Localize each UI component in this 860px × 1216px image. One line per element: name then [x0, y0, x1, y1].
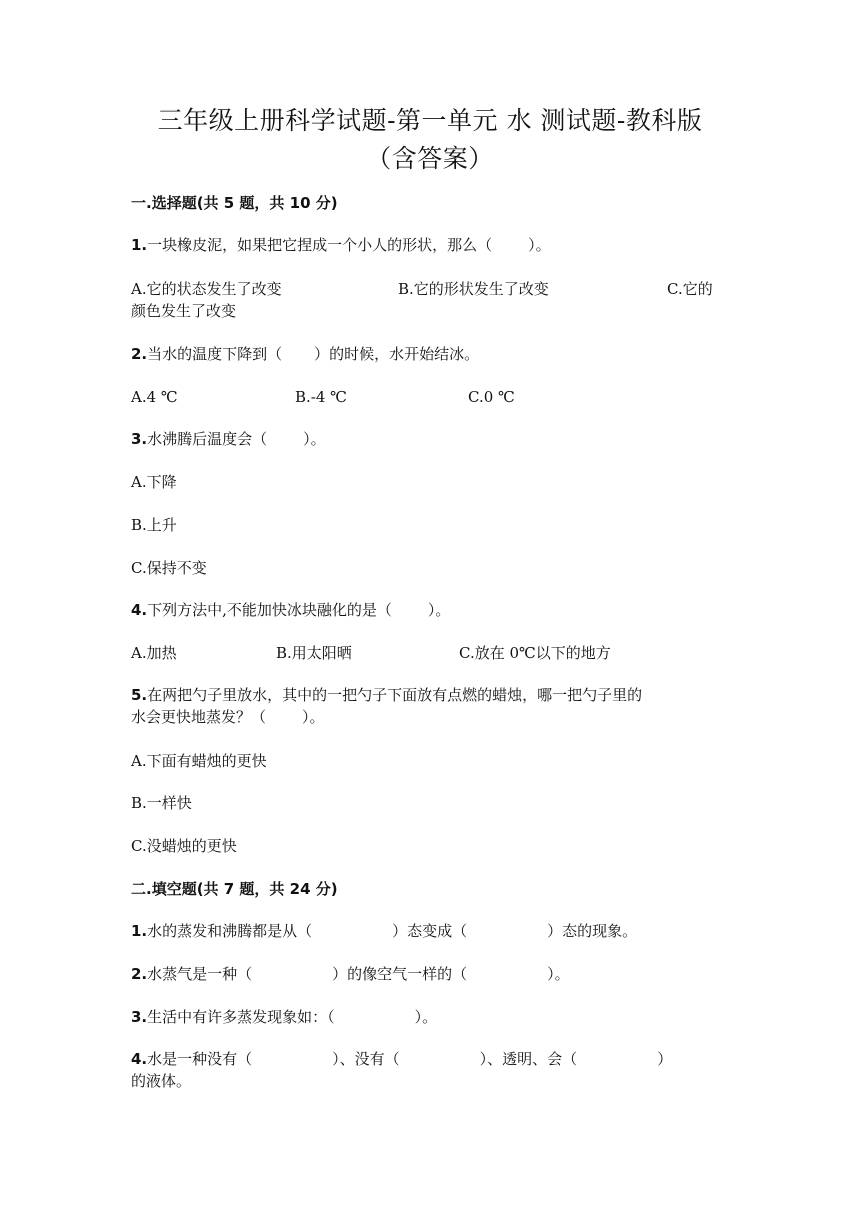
title-line-2: （含答案） [366, 144, 494, 173]
question-text-end: ）的时候，水开始结冰。 [314, 345, 480, 363]
fill-question-4 [131, 1048, 672, 1070]
question-text: ）。 [547, 965, 570, 983]
option-c: C.放在 0℃以下的地方 [459, 644, 611, 662]
question-text: 当水的温度下降到（ [147, 345, 283, 363]
option-a: A.下降 [131, 473, 177, 491]
question-text: 在两把勺子里放水，其中的一把勺子下面放有点燃的蜡烛，哪一把勺子里的 [147, 686, 643, 704]
option-c: C.它的 [667, 280, 713, 298]
question-4 [131, 599, 450, 621]
option-c: C.保持不变 [131, 559, 207, 577]
question-number: 2. [131, 965, 148, 983]
page-title [120, 102, 740, 178]
question-number: 3. [131, 430, 148, 448]
question-number: 4. [131, 601, 148, 619]
question-1 [131, 234, 551, 256]
fill-question-1 [131, 920, 637, 942]
option-a: A.下面有蜡烛的更快 [131, 752, 267, 770]
fill-question-4-line-2: 的液体。 [131, 1072, 192, 1090]
question-3 [131, 428, 326, 450]
section-heading-fill: 二.填空题(共 7 题，共 24 分) [131, 880, 338, 898]
option-a: A.4 ℃ [131, 388, 178, 406]
question-text: 水会更快地蒸发？（ [131, 708, 267, 726]
question-text-end: ）。 [303, 430, 326, 448]
question-5 [131, 684, 642, 706]
question-number: 2. [131, 345, 148, 363]
question-number: 1. [131, 236, 148, 254]
question-text: 水是一种没有（ [147, 1050, 253, 1068]
fill-question-3 [131, 1006, 437, 1028]
fill-question-2 [131, 963, 570, 985]
question-number: 3. [131, 1008, 148, 1026]
question-text: 下列方法中,不能加快冰块融化的是（ [147, 601, 392, 619]
option-c: C.没蜡烛的更快 [131, 837, 237, 855]
question-text: ）态变成（ [392, 922, 468, 940]
option-b: B.-4 ℃ [295, 388, 347, 406]
question-text-end: ）。 [528, 236, 551, 254]
question-text: ）态的现象。 [547, 922, 638, 940]
option-b: B.上升 [131, 516, 177, 534]
title-line-1: 三年级上册科学试题-第一单元 水 测试题-教科版 [157, 106, 703, 135]
question-text: 生活中有许多蒸发现象如：（ [147, 1008, 335, 1026]
option-b: B.一样快 [131, 794, 192, 812]
question-text: ）、没有（ [332, 1050, 400, 1068]
question-text: ）的像空气一样的（ [332, 965, 468, 983]
question-text: 水蒸气是一种（ [147, 965, 253, 983]
question-number: 1. [131, 922, 148, 940]
option-b: B.用太阳晒 [276, 644, 352, 662]
question-text: 水沸腾后温度会（ [147, 430, 268, 448]
question-text: 一块橡皮泥，如果把它捏成一个小人的形状，那么（ [147, 236, 493, 254]
option-c-continued: 颜色发生了改变 [131, 302, 237, 320]
question-text-end: ）。 [302, 708, 325, 726]
option-b: B.它的形状发生了改变 [398, 280, 549, 298]
question-number: 5. [131, 686, 148, 704]
question-number: 4. [131, 1050, 148, 1068]
option-c: C.0 ℃ [468, 388, 515, 406]
question-5-line-2 [131, 706, 325, 728]
option-a: A.它的状态发生了改变 [131, 280, 282, 298]
question-text: 水的蒸发和沸腾都是从（ [147, 922, 313, 940]
question-text-end: ）。 [427, 601, 451, 619]
question-text: ）。 [414, 1008, 438, 1026]
section-heading-choice: 一.选择题(共 5 题，共 10 分) [131, 194, 338, 212]
option-a: A.加热 [131, 644, 177, 662]
question-2 [131, 343, 479, 365]
question-text: ）、透明、会（ [479, 1050, 578, 1068]
question-text: ） [657, 1050, 673, 1068]
